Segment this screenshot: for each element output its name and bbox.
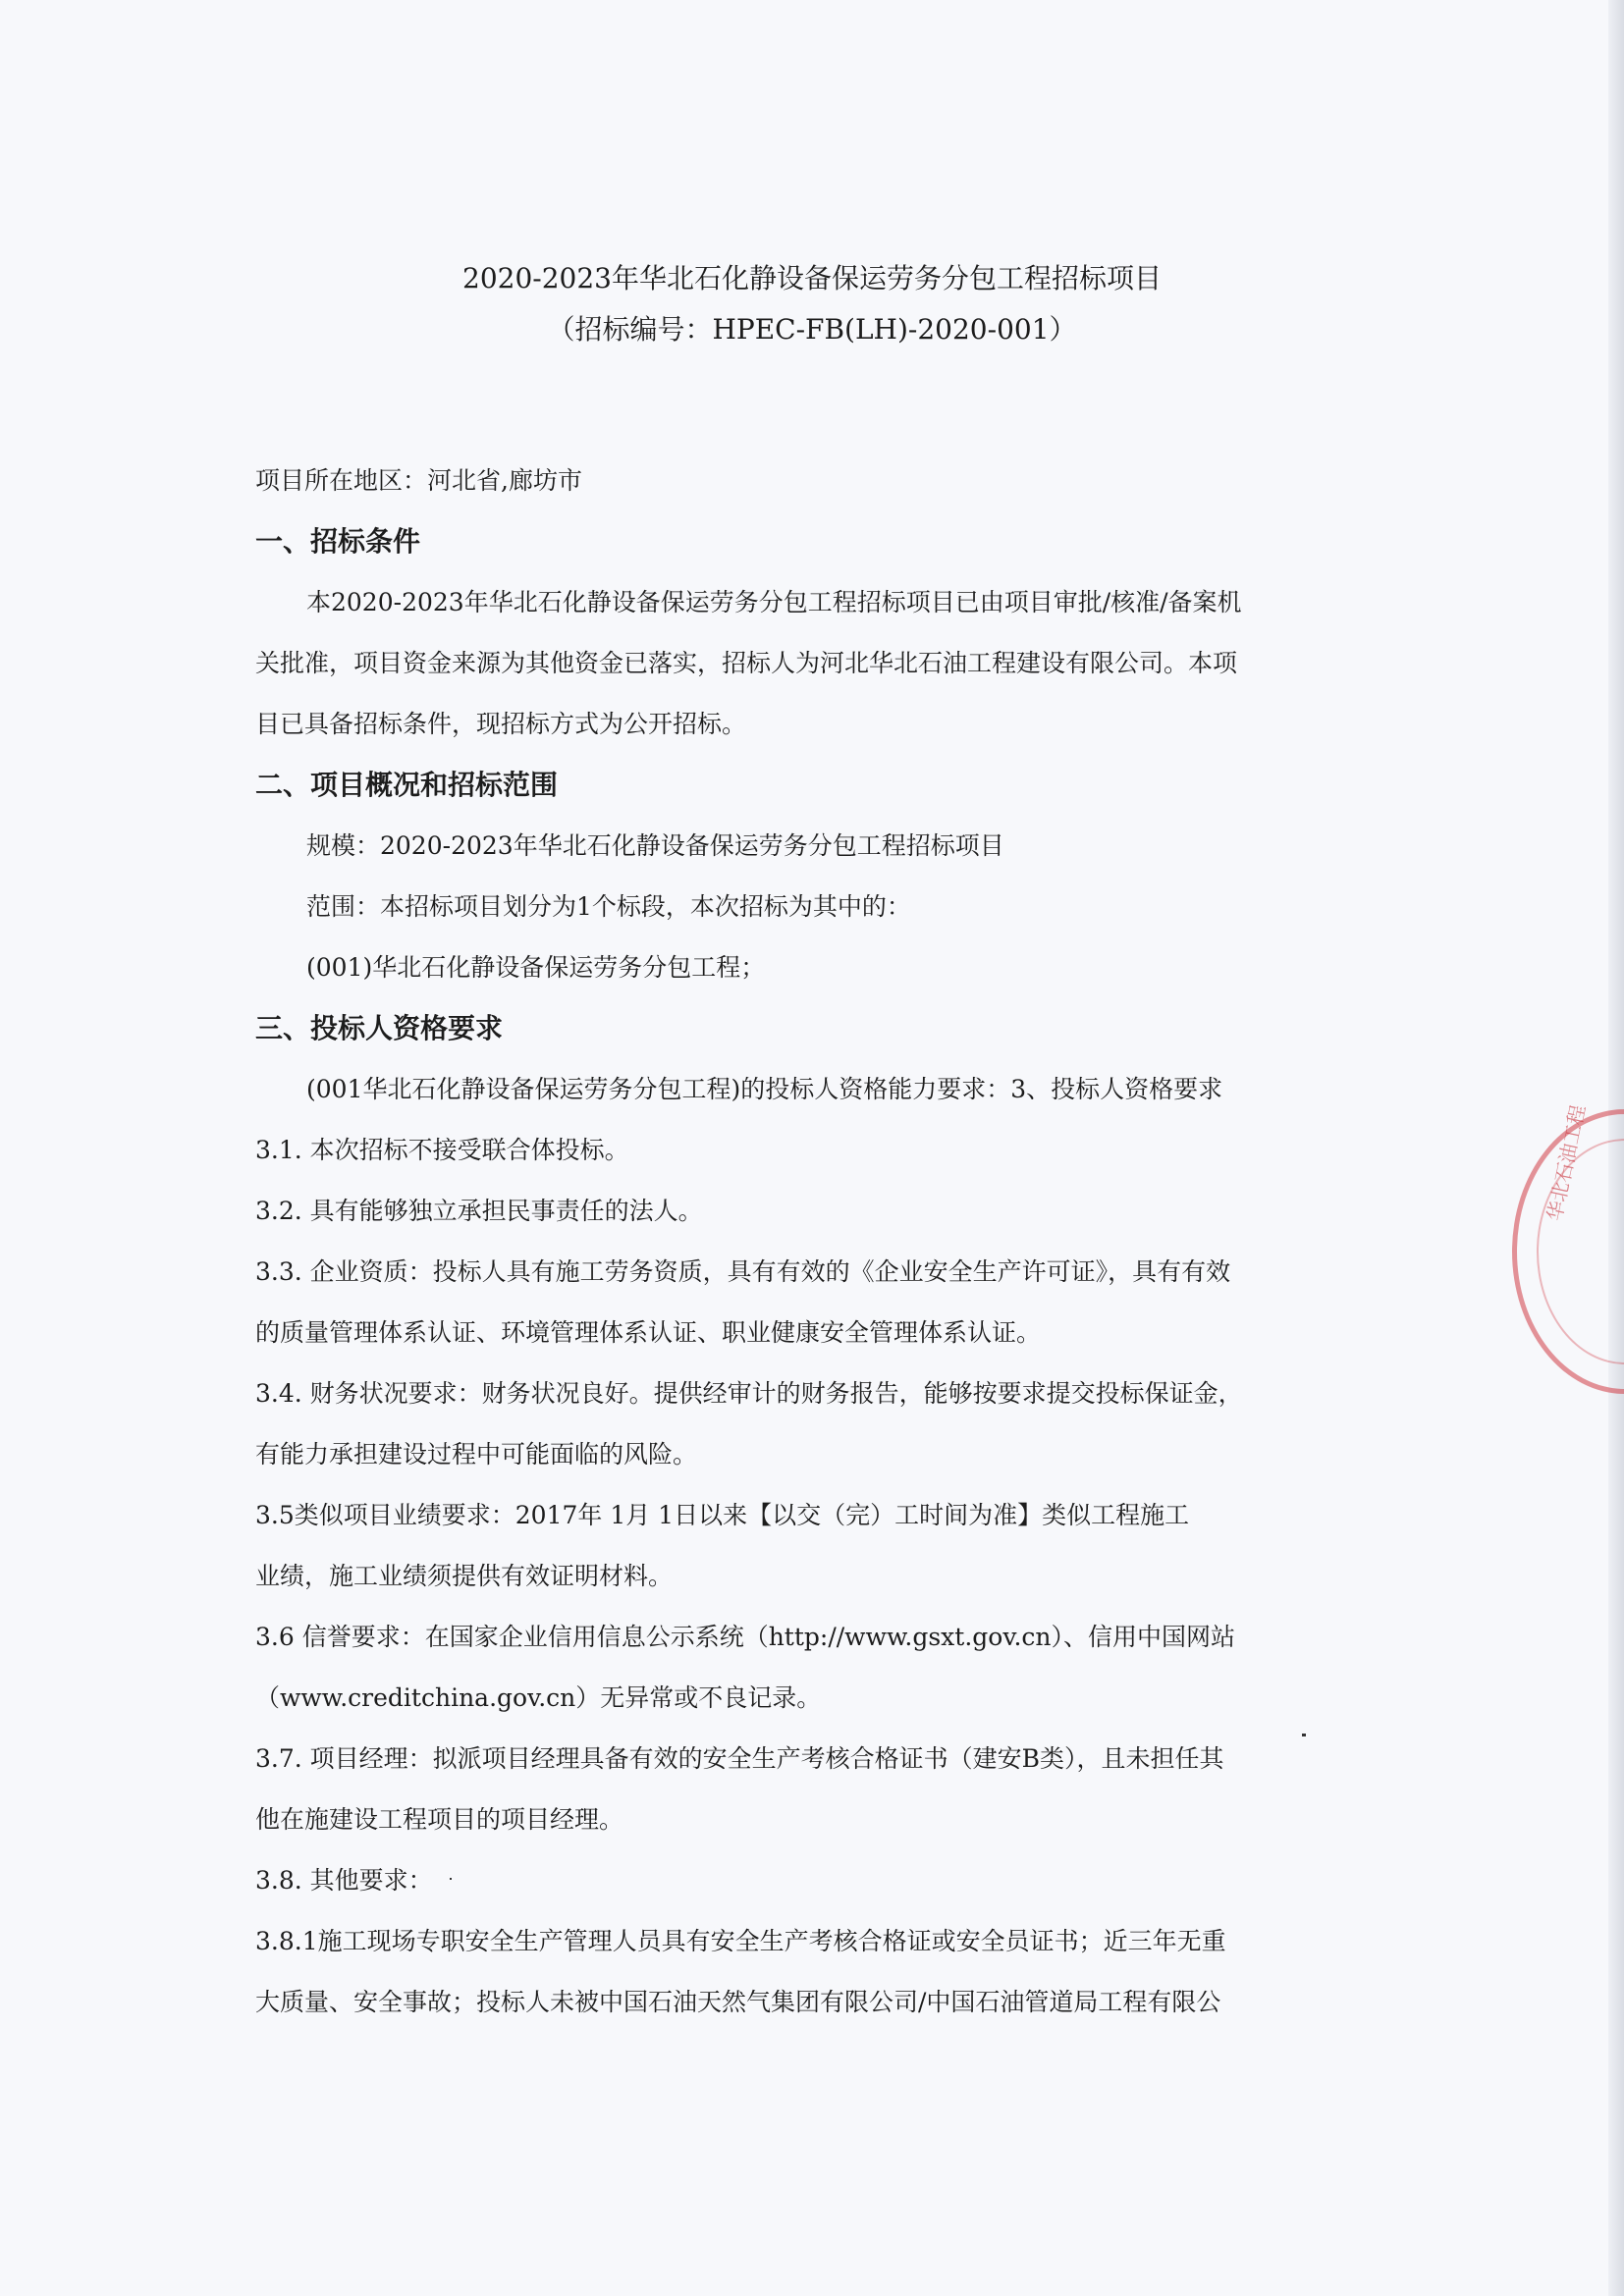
body-line: （www.creditchina.gov.cn）无异常或不良记录。 (255, 1683, 822, 1712)
scan-speck (1302, 1734, 1306, 1736)
body-line: 有能力承担建设过程中可能面临的风险。 (255, 1440, 698, 1468)
body-line: 3.2. 具有能够独立承担民事责任的法人。 (255, 1197, 703, 1225)
scan-speck (450, 1878, 452, 1880)
company-seal-stamp (1512, 1102, 1624, 1394)
body-line: 本2020-2023年华北石化静设备保运劳务分包工程招标项目已由项目审批/核准/备案机 (306, 588, 1242, 616)
title-line-2: （招标编号：HPEC-FB(LH)-2020-001） (547, 313, 1077, 346)
body-line: 他在施建设工程项目的项目经理。 (255, 1805, 624, 1834)
body-line: 的质量管理体系认证、环境管理体系认证、职业健康安全管理体系认证。 (255, 1318, 1042, 1347)
body-line: 大质量、安全事故；投标人未被中国石油天然气集团有限公司/中国石油管道局工程有限公 (255, 1988, 1221, 2016)
title-line-1: 2020-2023年华北石化静设备保运劳务分包工程招标项目 (462, 262, 1162, 294)
body-line: 3.8. 其他要求： (255, 1866, 433, 1895)
body-line: 3.8.1施工现场专职安全生产管理人员具有安全生产考核合格证或安全员证书；近三年无重 (255, 1927, 1226, 1955)
section-heading: 一、招标条件 (255, 525, 421, 558)
body-line: 目已具备招标条件，现招标方式为公开招标。 (255, 710, 747, 738)
document-title (0, 253, 1624, 355)
section-heading: 二、项目概况和招标范围 (255, 769, 559, 801)
body-line: (001华北石化静设备保运劳务分包工程)的投标人资格能力要求：3、投标人资格要求 (306, 1075, 1223, 1103)
document-body (255, 455, 1335, 2038)
body-line: 关批准，项目资金来源为其他资金已落实，招标人为河北华北石油工程建设有限公司。本项 (255, 649, 1238, 677)
body-line: 3.7. 项目经理：拟派项目经理具备有效的安全生产考核合格证书（建安B类），且未担任其 (255, 1744, 1224, 1773)
body-line: 3.3. 企业资质：投标人具有施工劳务资质，具有有效的《企业安全生产许可证》，具有有效 (255, 1257, 1231, 1286)
body-line: 3.6 信誉要求：在国家企业信用信息公示系统（http://www.gsxt.gov.cn）、信用中国网站 (255, 1623, 1236, 1651)
body-line: 项目所在地区：河北省,廊坊市 (255, 466, 582, 495)
body-line: 业绩，施工业绩须提供有效证明材料。 (255, 1562, 674, 1590)
seal-text-logo: 华北石油工程 (1542, 1102, 1591, 1223)
body-line: 3.4. 财务状况要求：财务状况良好。提供经审计的财务报告，能够按要求提交投标保证金， (255, 1379, 1243, 1408)
body-line: 3.5类似项目业绩要求：2017年 1月 1日以来【以交（完）工时间为准】类似工程施工 (255, 1501, 1190, 1529)
body-line: 规模：2020-2023年华北石化静设备保运劳务分包工程招标项目 (306, 831, 1004, 860)
section-heading: 三、投标人资格要求 (255, 1012, 504, 1044)
body-line: (001)华北石化静设备保运劳务分包工程； (306, 953, 766, 982)
body-line: 3.1. 本次招标不接受联合体投标。 (255, 1136, 629, 1164)
body-line: 范围：本招标项目划分为1个标段，本次招标为其中的： (306, 892, 911, 921)
